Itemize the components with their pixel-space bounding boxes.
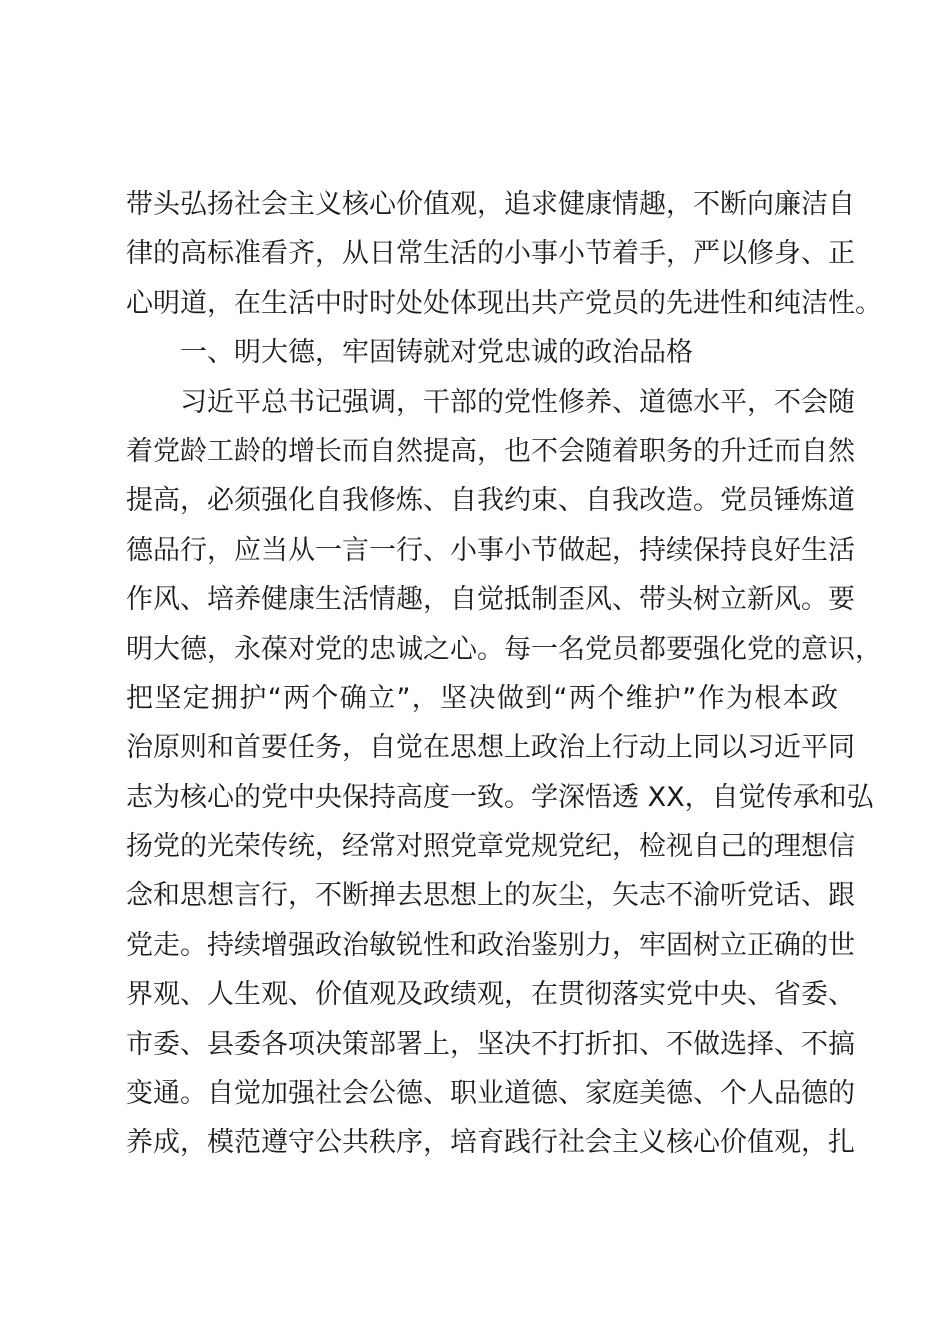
body-line: 界观、人生观、价值观及政绩观，在贯彻落实党中央、省委、 <box>126 979 855 1011</box>
body-line: 变通。自觉加强社会公德、职业道德、家庭美德、个人品德的 <box>126 1078 855 1110</box>
body-line: 德品行，应当从一言一行、小事小节做起，持续保持良好生活 <box>126 534 855 566</box>
body-line: 着党龄工龄的增长而自然提高，也不会随着职务的升迁而自然 <box>126 435 855 467</box>
body-line: 作风、培养健康生活情趣，自觉抵制歪风、带头树立新风。要 <box>126 584 855 616</box>
body-line: 心明道，在生活中时时处处体现出共产党员的先进性和纯洁性。 <box>126 287 882 319</box>
body-line: 市委、县委各项决策部署上，坚决不打折扣、不做选择、不搞 <box>126 1028 855 1060</box>
body-line: 律的高标准看齐，从日常生活的小事小节着手，严以修身、正 <box>126 238 855 270</box>
body-line: 扬党的光荣传统，经常对照党章党规党纪，检视自己的理想信 <box>126 831 855 863</box>
body-line: 习近平总书记强调，干部的党性修养、道德水平，不会随 <box>180 386 855 418</box>
body-line: 提高，必须强化自我修炼、自我约束、自我改造。党员锤炼道 <box>126 485 855 517</box>
body-line: 把坚定拥护“两个确立”，坚决做到“两个维护”作为根本政 <box>126 682 838 714</box>
section-heading: 一、明大德，牢固铸就对党忠诚的政治品格 <box>180 337 693 369</box>
body-line: 养成，模范遵守公共秩序，培育践行社会主义核心价值观，扎 <box>126 1127 855 1159</box>
body-line: 党走。持续增强政治敏锐性和政治鉴别力，牢固树立正确的世 <box>126 929 855 961</box>
body-line: 念和思想言行，不断掸去思想上的灰尘，矢志不渝听党话、跟 <box>126 880 855 912</box>
body-line: 志为核心的党中央保持高度一致。学深悟透 XX，自觉传承和弘 <box>126 781 874 813</box>
body-line: 治原则和首要任务，自觉在思想上政治上行动上同以习近平同 <box>126 732 855 764</box>
document-body <box>126 180 882 1168</box>
body-line: 带头弘扬社会主义核心价值观，追求健康情趣，不断向廉洁自 <box>126 189 855 220</box>
body-line: 明大德，永葆对党的忠诚之心。每一名党员都要强化党的意识， <box>126 633 882 665</box>
